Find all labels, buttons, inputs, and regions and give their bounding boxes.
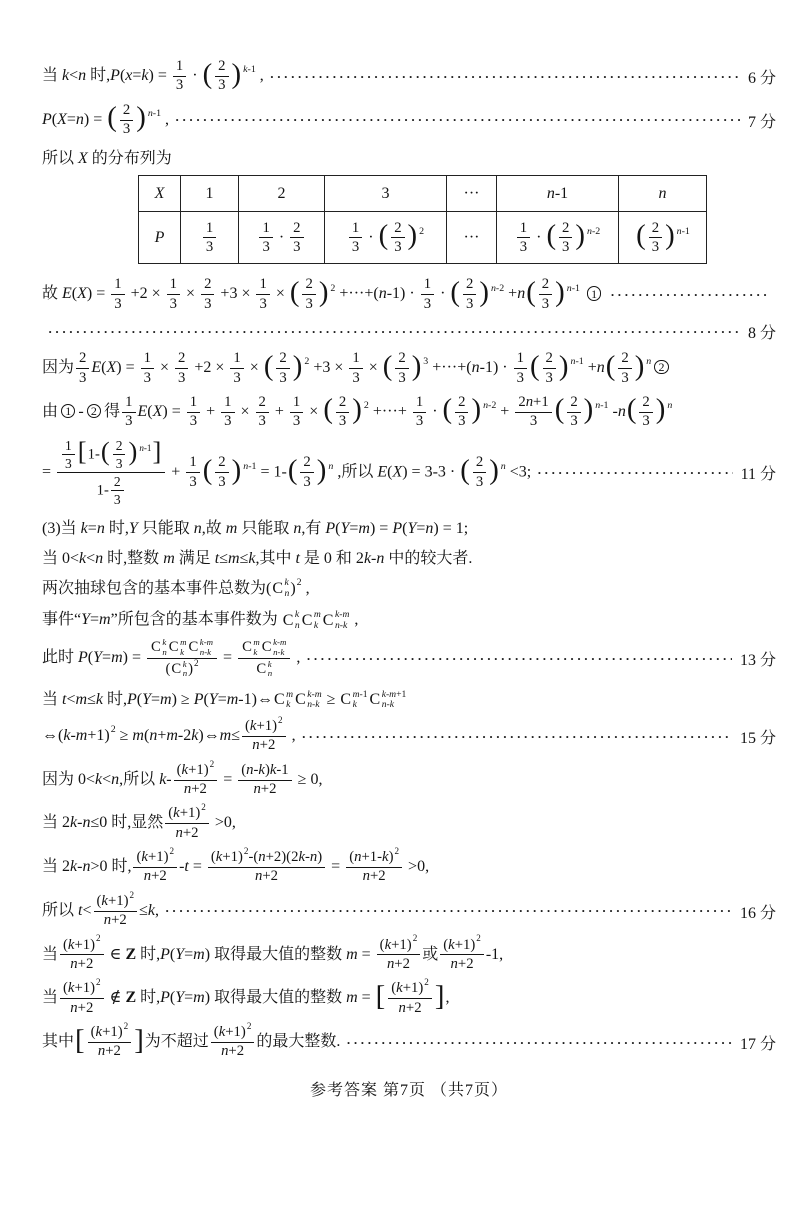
math-line xyxy=(42,889,776,930)
math-line xyxy=(42,1020,776,1061)
formula: 因为 $\frac{2}{3}$ E(X) = $\frac{1}{3}$ × $\frac{2}{3}$ +2 × $\frac{1}{3}$ × ( $\frac{2}{3}$ ) $^2$ +3 × $\frac{1}{3}$ × ( $\frac{2}{3}$ ) $^3$ +···+(n-1) · $\frac{1}{3}$ ( $\frac{2}{3}$ ) $^{n-1}$ +n( $\frac{2}{3}$ ) $^n$ 2 xyxy=(42,350,672,387)
formula: 因为 0<k<n,所以 k- $\frac{(k+1)^2}{n+2}$ = $\frac{(n-k)k-1}{n+2}$ ≥ 0, xyxy=(42,758,323,798)
math-line xyxy=(42,933,776,974)
math-line xyxy=(42,545,776,568)
table-cell: n-1 xyxy=(497,176,619,212)
table-cell: $\frac{1}{3}$ xyxy=(181,212,239,264)
formula: 所以 t< $\frac{(k+1)^2}{n+2}$ ≤k, xyxy=(42,889,159,929)
table-row xyxy=(139,212,707,264)
score-label: 13 分 xyxy=(739,652,776,670)
dotted-leader xyxy=(306,650,732,668)
table-cell: n xyxy=(619,176,707,212)
formula: 事件“Y=m”所包含的基本事件数为 C k n C m k C k-m n-k , xyxy=(42,609,359,631)
formula: 其中[ $\frac{(k+1)^2}{n+2}$ ]为不超过 $\frac{(k+1)^2}{n+2}$ 的最大整数. xyxy=(42,1020,341,1060)
table-cell: ( $\frac{2}{3}$ ) $^{n-1}$ xyxy=(619,212,707,264)
table-cell: 3 xyxy=(325,176,447,212)
math-line xyxy=(42,145,776,168)
math-line xyxy=(42,802,776,842)
formula: 此时 P(Y=m) = C k n C m k C k-m n-k ( C k n )$^2$ = C m k C k-m n-k C k n , xyxy=(42,637,301,679)
formula: 当 t<m≤k 时,P(Y=m) ≥ P(Y=m-1)⇔ C m k C k-m n-k ≥ C m-1 k C k-m+1 n-k xyxy=(42,688,407,711)
score-label: 8 分 xyxy=(747,325,776,343)
formula: 当 0<k<n 时,整数 m 满足 t≤m≤k,其中 t 是 0 和 2k-n 中的较大者. xyxy=(42,549,473,567)
dotted-leader xyxy=(48,323,740,341)
table-cell: $\frac{1}{3}$ · ( $\frac{2}{3}$ ) $^2$ xyxy=(325,212,447,264)
table-cell: $\frac{1}{3}$ · $\frac{2}{3}$ xyxy=(239,212,325,264)
math-line xyxy=(42,714,776,755)
math-line xyxy=(42,102,776,139)
table-cell: P xyxy=(139,212,181,264)
score-label: 15 分 xyxy=(739,729,776,747)
formula: 当 k<n 时,P(x=k) = $\frac{1}{3}$ · ( $\frac{2}{3}$ ) $^{k-1}$ , xyxy=(42,57,264,94)
score-label: 17 分 xyxy=(739,1035,776,1053)
dotted-leader xyxy=(610,286,768,304)
formula: 当 $\frac{(k+1)^2}{n+2}$ ∉ Z 时,P(Y=m) 取得最大值的整数 m = [ $\frac{(k+1)^2}{n+2}$ ], xyxy=(42,977,450,1016)
score-label: 11 分 xyxy=(740,466,776,484)
math-line xyxy=(42,276,776,313)
math-line xyxy=(42,686,776,711)
formula: P(X=n) = ( $\frac{2}{3}$ ) $^{n-1}$ , xyxy=(42,101,170,138)
math-line xyxy=(42,438,776,508)
math-line xyxy=(42,58,776,95)
formula: 由 1 - 2 得 $\frac{1}{3}$ E(X) = $\frac{1}{3}$ + $\frac{1}{3}$ × $\frac{2}{3}$ + $\frac{1}{3}$ × ( $\frac{2}{3}$ ) $^2$ +···+ $\frac{1}{3}$ · ( $\frac{2}{3}$ ) $^{n-2}$ + $\frac{2n+1}{3}$ ( $\frac{2}{3}$ ) $^{n-1}$ -n( $\frac{2}{3}$ ) $^n$ xyxy=(42,393,673,430)
math-line xyxy=(42,575,776,600)
score-label: 16 分 xyxy=(739,904,776,922)
math-line xyxy=(42,758,776,799)
table-cell: ··· xyxy=(447,176,497,212)
table-cell: 2 xyxy=(239,176,325,212)
answer-sheet-page xyxy=(42,58,776,1100)
page-footer: 参考答案 第7页 （共7页） xyxy=(309,1081,508,1099)
math-line xyxy=(42,394,776,431)
score-label: 7 分 xyxy=(747,113,776,131)
formula: 两次抽球包含的基本事件总数为( C k n )$^2$ , xyxy=(42,576,310,599)
score-label: 6 分 xyxy=(747,69,776,87)
dotted-leader xyxy=(165,902,732,920)
math-line xyxy=(42,638,776,679)
math-line xyxy=(42,350,776,387)
dotted-leader xyxy=(346,1034,732,1052)
dotted-leader xyxy=(270,68,740,86)
dotted-leader xyxy=(175,111,740,129)
formula: 所以 X 的分布列为 xyxy=(42,150,172,168)
table-row xyxy=(139,176,707,212)
math-line xyxy=(42,515,776,538)
distribution-table xyxy=(138,175,707,264)
formula: (3)当 k=n 时,Y 只能取 n,故 m 只能取 n,有 P(Y=m) = P(Y=n) = 1; xyxy=(42,519,469,537)
table-cell: $\frac{1}{3}$ · ( $\frac{2}{3}$ ) $^{n-2}$ xyxy=(497,212,619,264)
formula: 当 $\frac{(k+1)^2}{n+2}$ ∈ Z 时,P(Y=m) 取得最大值的整数 m = $\frac{(k+1)^2}{n+2}$ 或 $\frac{(k+1)^2}{n+2}$ -1, xyxy=(42,933,504,972)
dotted-leader xyxy=(537,464,732,482)
formula: $\Leftrightarrow(k-m+1)^2$ ≥ m(n+m-2k)⇔m≤ $\frac{(k+1)^2}{n+2}$ , xyxy=(42,714,296,754)
table-cell: X xyxy=(139,176,181,212)
formula: 当 2k-n>0 时, $\frac{(k+1)^2}{n+2}$ -t = $\frac{(k+1)^2-(n+2)(2k-n)}{n+2}$ = $\frac{(n+1-k)^2}{n+2}$ >0, xyxy=(42,846,430,885)
math-line xyxy=(42,320,776,343)
table-cell: ··· xyxy=(447,212,497,264)
formula: 故 E(X) = $\frac{1}{3}$ +2 × $\frac{1}{3}$ × $\frac{2}{3}$ +3 × $\frac{1}{3}$ × ( $\frac{2}{3}$ ) $^2$ +···+(n-1) · $\frac{1}{3}$ · ( $\frac{2}{3}$ ) $^{n-2}$ +n( $\frac{2}{3}$ ) $^{n-1}$ 1 xyxy=(42,276,604,313)
math-line xyxy=(42,846,776,886)
math-line xyxy=(42,606,776,631)
math-line xyxy=(42,977,776,1017)
formula: 当 2k-n≤0 时,显然 $\frac{(k+1)^2}{n+2}$ >0, xyxy=(42,802,236,841)
table-cell: 1 xyxy=(181,176,239,212)
formula: = $\frac{1}{3}$ [1-( $\frac{2}{3}$ ) $^{n-1}$] 1- $\frac{2}{3}$ + $\frac{1}{3}$ ( $\frac{2}{3}$ ) $^{n-1}$ = 1-( $\frac{2}{3}$ ) $^n$ ,所以 E(X) = 3-3 · ( $\frac{2}{3}$ ) $^n$ <3; xyxy=(42,436,532,507)
dotted-leader xyxy=(302,728,732,746)
